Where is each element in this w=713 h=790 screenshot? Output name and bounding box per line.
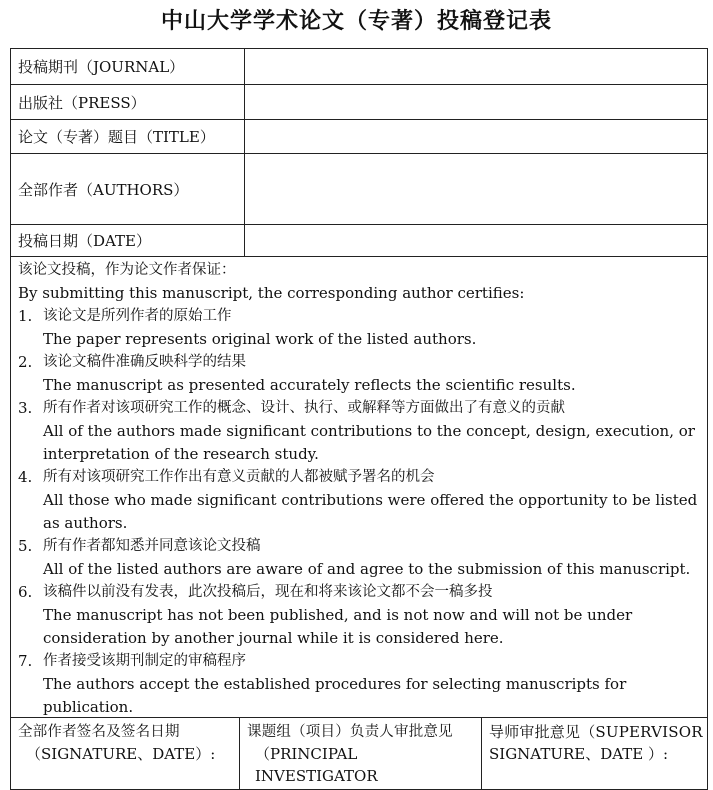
item-number: 2. [18, 353, 33, 371]
press-field[interactable] [245, 85, 707, 119]
author-signature-label-en: （SIGNATURE、DATE）: [26, 745, 216, 763]
author-signature-cell[interactable] [11, 718, 240, 790]
press-row [11, 85, 707, 120]
registration-form-table [10, 48, 708, 790]
pi-approval-label-en: （PRINCIPAL INVESTIGATOR [255, 745, 378, 785]
item-text-en: The paper represents original work of the listed authors. [43, 330, 477, 348]
supervisor-approval-cell[interactable] [482, 718, 707, 790]
journal-row [11, 49, 707, 85]
press-label: 出版社（PRESS） [11, 85, 245, 119]
author-signature-label-cn: 全部作者签名及签名日期 [18, 724, 180, 740]
journal-label: 投稿期刊（JOURNAL） [11, 49, 245, 84]
signature-row [11, 718, 707, 790]
paper-title-field[interactable] [245, 120, 707, 153]
journal-field[interactable] [245, 49, 707, 84]
item-number: 3. [18, 399, 33, 417]
pi-approval-cell[interactable] [240, 718, 482, 790]
declaration-item [18, 397, 707, 466]
date-field[interactable] [245, 225, 707, 256]
item-text-cn: 所有对该项研究工作作出有意义贡献的人都被赋予署名的机会 [43, 469, 435, 485]
declaration-item [18, 305, 707, 351]
item-text-cn: 所有作者都知悉并同意该论文投稿 [43, 538, 261, 554]
supervisor-approval-label-2: SIGNATURE、DATE ）: [489, 745, 669, 763]
item-text-en: All those who made significant contributions were offered the opportunity to be listed as authors. [43, 491, 698, 532]
item-text-cn: 该稿件以前没有发表，此次投稿后，现在和将来该论文都不会一稿多投 [43, 584, 493, 600]
declaration-intro-en: By submitting this manuscript, the corresponding author certifies: [18, 284, 525, 302]
declaration-item [18, 466, 707, 535]
item-text-en: The manuscript has not been published, and is not now and will not be under consideration by another journal while it is considered here. [43, 606, 633, 647]
item-text-cn: 作者接受该期刊制定的审稿程序 [43, 653, 246, 669]
declaration-item [18, 650, 707, 718]
declaration-item [18, 581, 707, 650]
supervisor-approval-label: 导师审批意见（SUPERVISOR [489, 723, 703, 741]
item-number: 5. [18, 537, 33, 555]
item-number: 7. [18, 652, 33, 670]
form-title: 中山大学学术论文（专著）投稿登记表 [160, 9, 552, 34]
authors-row [11, 154, 707, 225]
item-text-cn: 该论文稿件准确反映科学的结果 [43, 354, 246, 370]
item-text-cn: 该论文是所列作者的原始工作 [43, 308, 232, 324]
pi-approval-label-cn: 课题组（项目）负责人审批意见 [247, 724, 453, 740]
item-text-en: The manuscript as presented accurately reflects the scientific results. [43, 376, 576, 394]
item-number: 1. [18, 307, 33, 325]
item-text-en: All of the authors made significant contributions to the concept, design, execution, or interpretation of the research study. [43, 422, 695, 463]
paper-title-label: 论文（专著）题目（TITLE） [11, 120, 245, 153]
authors-field[interactable] [245, 154, 707, 224]
date-label: 投稿日期（DATE） [11, 225, 245, 256]
item-text-cn: 所有作者对该项研究工作的概念、设计、执行、或解释等方面做出了有意义的贡献 [43, 400, 565, 416]
item-number: 4. [18, 468, 33, 486]
item-text-en: All of the listed authors are aware of and agree to the submission of this manuscript. [43, 560, 691, 578]
item-text-en: The authors accept the established procedures for selecting manuscripts for publication. [43, 675, 627, 716]
title-row [11, 120, 707, 154]
author-declaration [11, 257, 707, 718]
authors-label: 全部作者（AUTHORS） [11, 154, 245, 224]
declaration-item [18, 351, 707, 397]
item-number: 6. [18, 583, 33, 601]
declaration-item [18, 535, 707, 581]
date-row [11, 225, 707, 257]
declaration-intro-cn: 该论文投稿，作为论文作者保证： [18, 262, 236, 278]
